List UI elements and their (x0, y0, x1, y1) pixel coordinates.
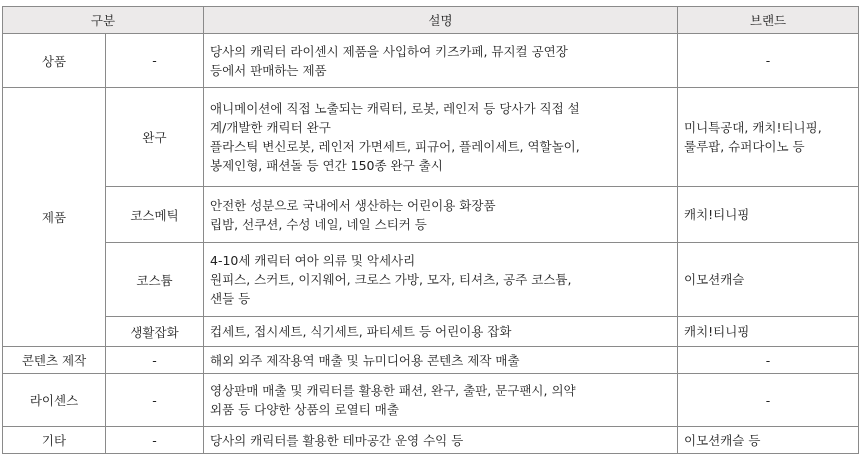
description-cell (204, 243, 678, 317)
description-line: 영상판매 매출 및 캐릭터를 활용한 패션, 완구, 출판, 문구팬시, 의약 (210, 383, 576, 398)
category-cell: 콘텐츠 제작 (3, 347, 106, 374)
description-line: 컵세트, 접시세트, 식기세트, 파티세트 등 어린이용 잡화 (210, 324, 512, 339)
description-cell (204, 34, 678, 88)
subcategory-cell: - (106, 34, 204, 88)
description-cell (204, 317, 678, 347)
description-line: 립밤, 선쿠션, 수성 네일, 네일 스티커 등 (210, 216, 427, 232)
description-line: 봉제인형, 패션돌 등 연간 150종 완구 출시 (210, 158, 443, 173)
table-row-goods (3, 34, 859, 88)
description-line: 해외 외주 제작용역 매출 및 뉴미디어용 콘텐츠 제작 매출 (210, 352, 520, 368)
table-row-household (3, 317, 859, 347)
description-line: 계/개발한 캐릭터 완구 (210, 120, 331, 135)
brand-line: 룰루팝, 슈퍼다이노 등 (684, 139, 805, 154)
table-row-toy (3, 88, 859, 187)
brand-cell: - (678, 34, 859, 88)
category-cell: 상품 (3, 34, 106, 88)
category-cell: 제품 (3, 88, 106, 347)
description-cell (204, 347, 678, 374)
brand-cell (678, 88, 859, 187)
description-line: 외품 등 다양한 상품의 로열티 매출 (210, 402, 399, 417)
brand-cell: 이모션캐슬 등 (678, 427, 859, 454)
brand-cell: 캐치!티니핑 (678, 317, 859, 347)
header-brand: 브랜드 (678, 7, 859, 34)
subcategory-cell: - (106, 427, 204, 454)
subcategory-cell: 코스메틱 (106, 187, 204, 243)
table-row-costume (3, 243, 859, 317)
table-row-content (3, 347, 859, 374)
brand-cell: - (678, 374, 859, 427)
category-cell: 기타 (3, 427, 106, 454)
description-line: 당사의 캐릭터를 활용한 테마공간 운영 수익 등 (210, 432, 464, 448)
subcategory-cell: 완구 (106, 88, 204, 187)
brand-cell: 이모션캐슬 (678, 243, 859, 317)
description-line: 당사의 캐릭터 라이센시 제품을 사입하여 키즈카페, 뮤지컬 공연장 (210, 43, 568, 59)
description-cell (204, 427, 678, 454)
table-row-etc (3, 427, 859, 454)
description-line: 안전한 성분으로 국내에서 생산하는 어린이용 화장품 (210, 197, 496, 213)
description-cell (204, 88, 678, 187)
header-description: 설명 (204, 7, 678, 34)
brand-line: 미니특공대, 캐치!티니핑, (684, 120, 822, 135)
subcategory-cell: 코스튬 (106, 243, 204, 317)
description-line: 원피스, 스커트, 이지웨어, 크로스 가방, 모자, 티셔츠, 공주 코스튬, (210, 272, 572, 287)
brand-cell: - (678, 347, 859, 374)
description-line: 등에서 판매하는 제품 (210, 62, 327, 78)
header-category: 구분 (3, 7, 204, 34)
subcategory-cell: - (106, 374, 204, 427)
description-line: 4-10세 캐릭터 여아 의류 및 악세사리 (210, 253, 416, 268)
description-cell (204, 374, 678, 427)
description-line: 플라스틱 변신로봇, 레인저 가면세트, 피규어, 플레이세트, 역할놀이, (210, 139, 580, 154)
header-row (3, 7, 859, 34)
description-line: 애니메이션에 직접 노출되는 캐릭터, 로봇, 레인저 등 당사가 직접 설 (210, 101, 580, 116)
table-row-license (3, 374, 859, 427)
subcategory-cell: - (106, 347, 204, 374)
description-line: 샌들 등 (210, 291, 251, 306)
subcategory-cell: 생활잡화 (106, 317, 204, 347)
description-cell (204, 187, 678, 243)
business-segment-table (2, 6, 859, 454)
brand-cell: 캐치!티니핑 (678, 187, 859, 243)
category-cell: 라이센스 (3, 374, 106, 427)
table-row-cosmetic (3, 187, 859, 243)
